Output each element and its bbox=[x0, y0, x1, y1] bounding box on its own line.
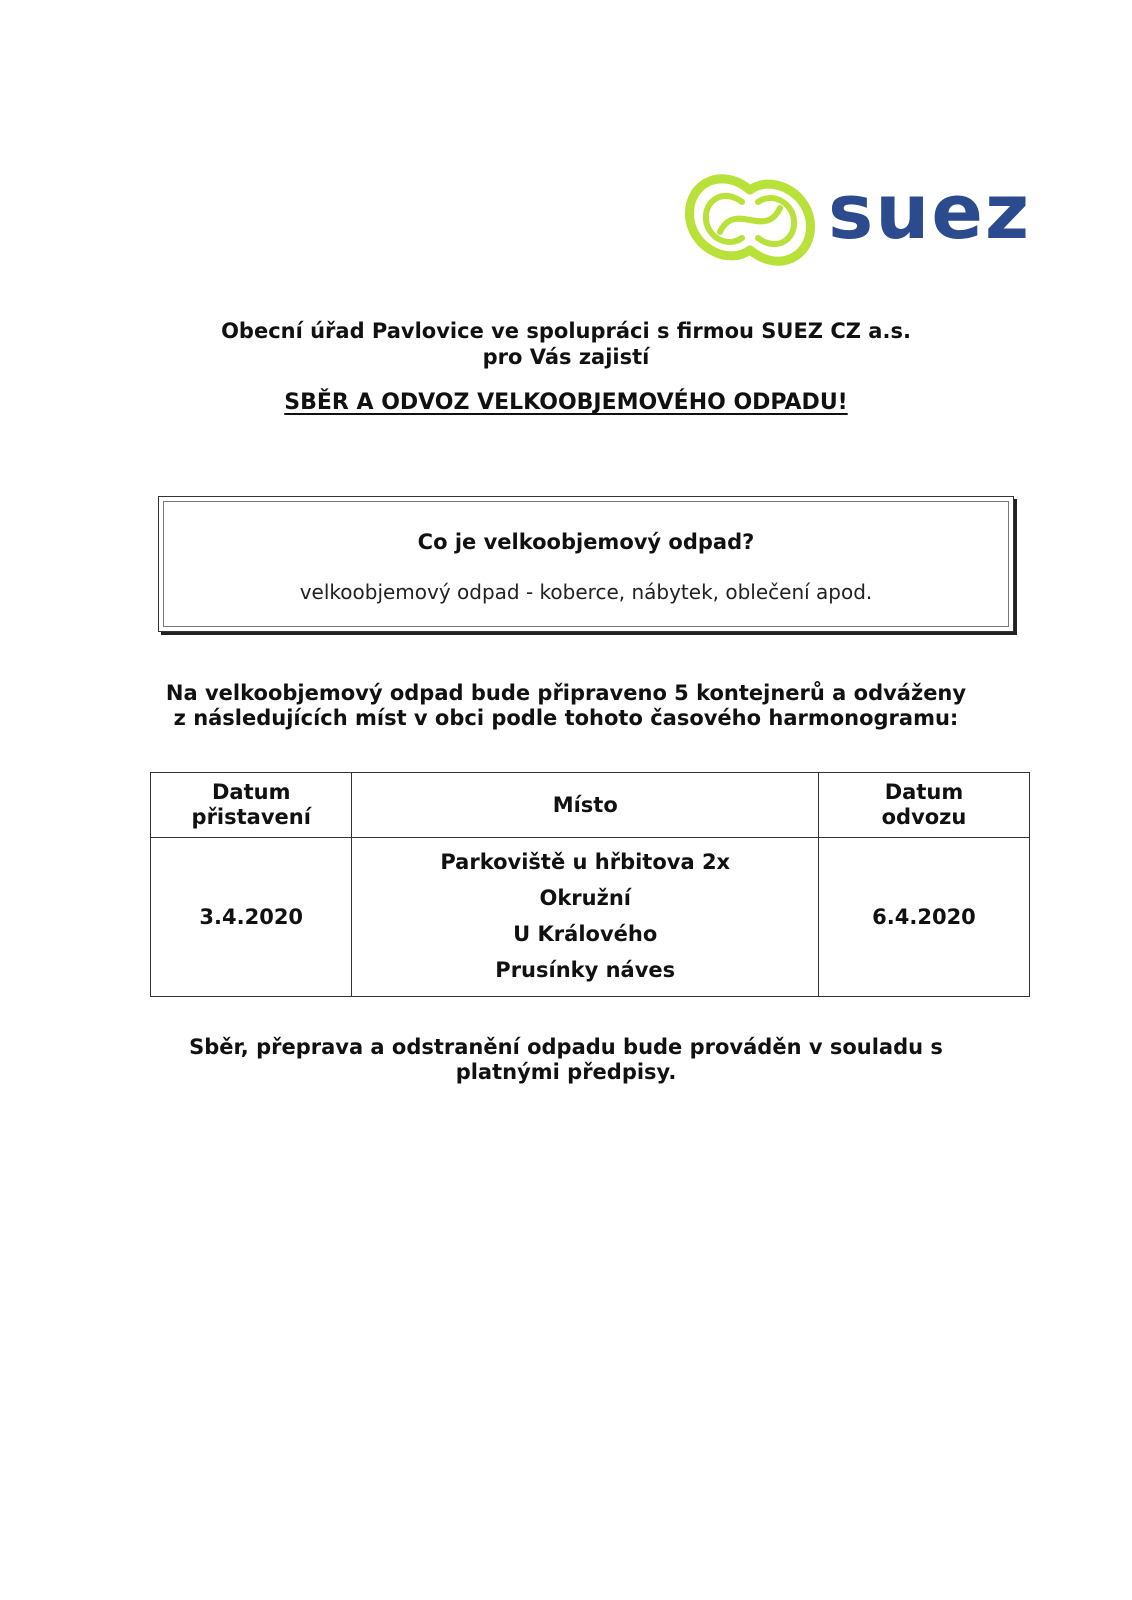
place-item: Prusínky náves bbox=[495, 958, 676, 982]
footer-line-1: Sběr, přeprava a odstranění odpadu bude prováděn v souladu s bbox=[189, 1035, 943, 1059]
suez-swirl-icon bbox=[680, 170, 820, 270]
info-question: Co je velkoobjemový odpad? bbox=[417, 530, 755, 554]
header-delivery-date bbox=[151, 773, 352, 838]
header-place: Místo bbox=[352, 773, 819, 838]
pickup-date-cell: 6.4.2020 bbox=[818, 838, 1029, 997]
info-box-frame bbox=[163, 501, 1009, 627]
header-pickup-line-2: odvozu bbox=[881, 805, 967, 829]
info-answer: velkoobjemový odpad - koberce, nábytek, oblečení apod. bbox=[299, 580, 873, 604]
header-delivery-line-1: Datum bbox=[212, 780, 291, 804]
notice-line-2: z následujících míst v obci podle tohoto časového harmonogramu: bbox=[173, 706, 959, 730]
intro-line-2: pro Vás zajistí bbox=[482, 345, 650, 369]
table-row bbox=[151, 838, 1030, 997]
suez-logo-text: suez bbox=[828, 167, 1032, 256]
place-item: Parkoviště u hřbitova 2x bbox=[440, 850, 731, 874]
intro-line-1: Obecní úřad Pavlovice ve spolupráci s firmou SUEZ CZ a.s. bbox=[221, 319, 911, 343]
place-item: U Králového bbox=[513, 922, 658, 946]
header-pickup-line-1: Datum bbox=[884, 780, 964, 804]
notice-line-1: Na velkoobjemový odpad bude připraveno 5 kontejnerů a odváženy bbox=[165, 681, 967, 705]
suez-logo bbox=[680, 167, 1032, 280]
headline: SBĚR A ODVOZ VELKOOBJEMOVÉHO ODPADU! bbox=[284, 390, 848, 415]
place-cell bbox=[352, 838, 819, 997]
header-delivery-line-2: přistavení bbox=[191, 805, 311, 829]
footer-line-2: platnými předpisy. bbox=[455, 1060, 677, 1084]
header-pickup-date bbox=[818, 773, 1029, 838]
schedule-table bbox=[150, 772, 1030, 997]
schedule-header-row bbox=[151, 773, 1030, 838]
place-item: Okružní bbox=[539, 886, 631, 910]
info-box bbox=[158, 496, 1014, 632]
delivery-date-cell: 3.4.2020 bbox=[151, 838, 352, 997]
